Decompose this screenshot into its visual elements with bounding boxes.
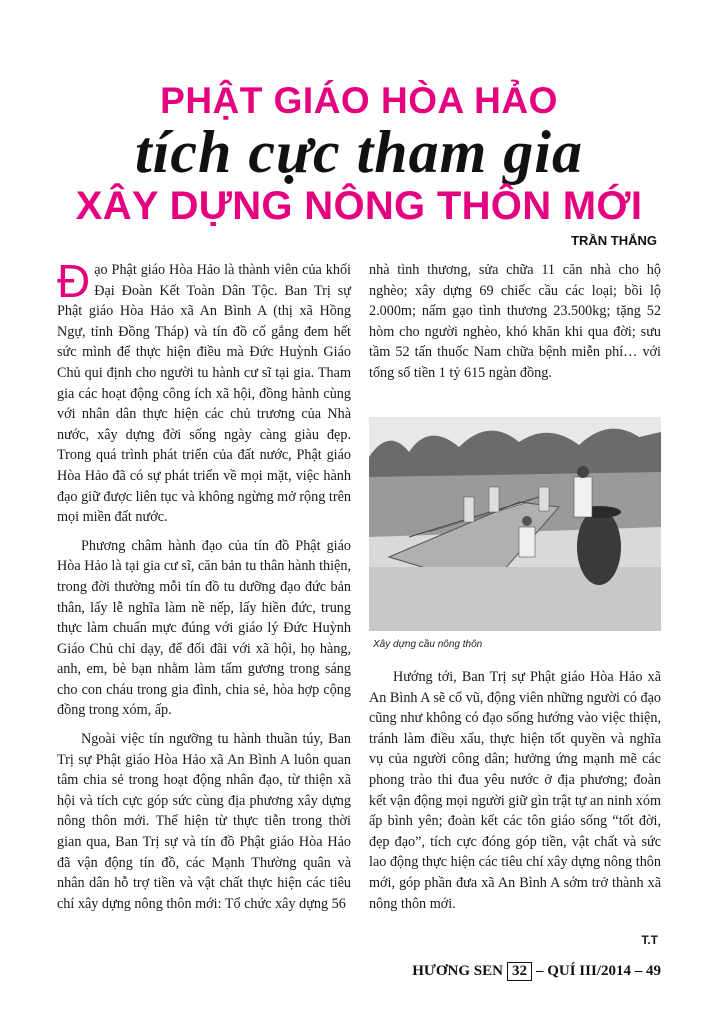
- right-column-top: [369, 260, 661, 392]
- title-line-1: PHẬT GIÁO HÒA HẢO: [160, 80, 558, 121]
- left-column: [57, 255, 351, 922]
- drop-cap: Đ: [57, 255, 91, 307]
- title-line-3: XÂY DỰNG NÔNG THÔN MỚI: [75, 184, 643, 228]
- paragraph-3: Ngoài việc tín ngưỡng tu hành thuần túy, Ban Trị sự Phật giáo Hòa Hảo xã An Bình A luôn quan tâm chia sẻ trong hoạt động nhân đạo, từ thiện xã hội và tích cực góp sức cùng địa phương xây dựng nông thôn mới. Thể hiện từ thực tiễn trong thời gian qua, Ban Trị sự và tín đồ Phật giáo Hòa Hảo đã vận động tín đồ, các Mạnh Thường quân và nhân dân hỗ trợ tiền và vật chất thực hiện các tiêu chí xây dựng nông thôn mới: Tổ chức xây dựng 56: [57, 731, 351, 912]
- issue-number: 32: [507, 962, 532, 981]
- page-footer: [412, 962, 661, 981]
- photo-illustration: [369, 417, 661, 631]
- paragraph-1-text: ạo Phật giáo Hòa Hảo là thành viên của khối Đại Đoàn Kết Toàn Dân Tộc. Ban Trị sự Phật giáo Hòa Hảo xã An Bình A (thị xã Hồng Ngự, tỉnh Đồng Tháp) và tín đồ cố gắng đem hết sức mình để thực hiện điều mà Đức Huỳnh Giáo Chủ qui định cho người tu hành cư sĩ tại gia. Tham gia các hoạt động công ích xã hội, đồng hành cùng với nhân dân thực hiện các chủ trương của Nhà nước, xây dựng đời sống ngày càng giàu đẹp. Trong quá trình phát triển của đất nước, Phật giáo Hòa Hảo đã có sự phát triển về mọi mặt, việc hành đạo giữ được liên tục và không ngừng mở rộng trên mọi miền đất nước.: [57, 262, 351, 526]
- title-line-2: tích cực tham gia: [135, 119, 583, 185]
- bridge-construction-photo: [369, 417, 661, 631]
- paragraph-3-continued: nhà tình thương, sửa chữa 11 căn nhà cho hộ nghèo; xây dựng 69 chiếc cầu các loại; bồi lộ 2.000m; nấm gạo tình thương 23.500kg; tặng 52 hòm cho người nghèo, khó khăn khi qua đời; sưu tầm 52 tấn thuốc Nam chữa bệnh miễn phí… với tổng số tiền 1 tỷ 615 ngàn đồng.: [369, 262, 661, 381]
- issue-and-page: – QUÍ III/2014 – 49: [535, 963, 661, 979]
- paragraph-2: Phương châm hành đạo của tín đồ Phật giáo Hòa Hảo là tại gia cư sĩ, căn bản tu thân hành thiện, trong đời thường mỗi tín đồ tu dưỡng đạo đức bản thân, lấy lễ nghĩa làm nề nếp, lấy hiền đức, trung thực làm chuẩn mực đúng với giáo lý Đức Huỳnh Giáo Chủ chỉ dạy, để đối đãi với xã hội, họ hàng, anh, em, bè bạn nhằm làm tấm gương trong sáng cho con cháu trong gia đình, chia sẻ, hòa hợp cộng đồng trong xóm, ấp.: [57, 537, 351, 719]
- paragraph-1: [57, 255, 351, 528]
- paragraph-4: Hướng tới, Ban Trị sự Phật giáo Hòa Hảo xã An Bình A sẽ cổ vũ, động viên những người có đạo cũng như không có đạo sống hướng vào việc thiện, tránh làm điều xấu, thực hiện tốt quyền và nghĩa vụ của người công dân; hưởng ứng mạnh mẽ các phong trào thi đua yêu nước ở địa phương; đoàn kết vận động mọi người giữ gìn trật tự an ninh xóm ấp bình yên; đoàn kết các tôn giáo sống “tốt đời, đẹp đạo”, tích cực đóng góp tiền, vật chất và sức lao động thực hiện các tiêu chí xây dựng nông thôn mới, góp phần đưa xã An Bình A sớm trở thành xã nông thôn mới.: [369, 669, 661, 912]
- signature: T.T: [641, 933, 658, 947]
- author-name: TRẦN THẮNG: [571, 233, 657, 248]
- magazine-name: HƯƠNG SEN: [412, 963, 503, 979]
- right-column-bottom: [369, 667, 661, 922]
- photo-caption: Xây dựng cầu nông thôn: [373, 639, 483, 650]
